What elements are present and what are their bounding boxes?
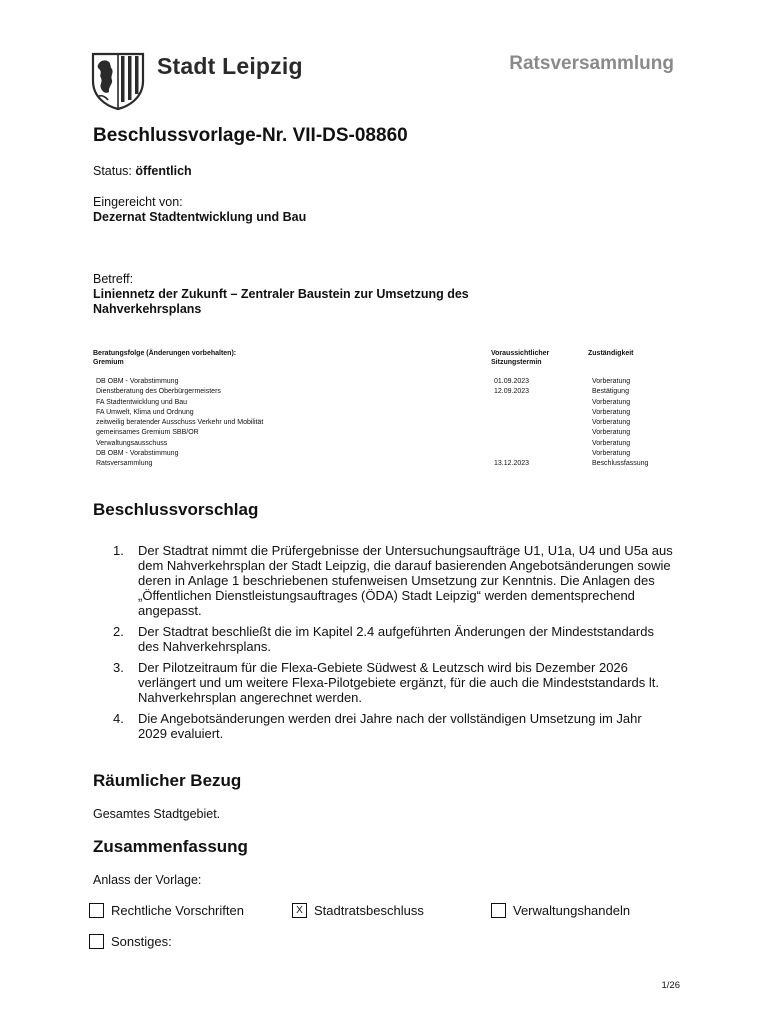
checkbox-label: Rechtliche Vorschriften: [111, 903, 244, 918]
table-row: [96, 418, 676, 428]
document-series: Ratsversammlung: [509, 53, 674, 74]
table-row: [96, 439, 676, 449]
subject-label: Betreff:: [93, 272, 134, 286]
list-item: [113, 660, 673, 705]
checkbox-box[interactable]: [491, 903, 506, 918]
checkbox-council-resolution[interactable]: [292, 903, 424, 918]
table-cell-body: zeitweilig beratender Ausschuss Verkehr und Mobilität: [96, 419, 264, 427]
proposal-list: [113, 543, 673, 747]
reason-label: Anlass der Vorlage:: [93, 873, 202, 887]
consultation-header-body-line2: Gremium: [93, 359, 124, 366]
table-row: [96, 459, 676, 469]
consultation-header-date: [491, 349, 571, 367]
checkbox-label: Stadtratsbeschluss: [314, 903, 424, 918]
table-cell-competence: Bestätigung: [592, 388, 629, 396]
table-row: [96, 398, 676, 408]
table-cell-body: FA Umwelt, Klima und Ordnung: [96, 408, 194, 416]
subject-value: Liniennetz der Zukunft – Zentraler Baustein zur Umsetzung des Nahverkehrsplans: [93, 287, 469, 316]
table-cell-competence: Vorberatung: [592, 378, 631, 385]
table-row: [96, 449, 676, 459]
list-item-text: Der Stadtrat nimmt die Prüfergebnisse der Untersuchungsaufträge U1, U1a, U4 und U5a aus dem Nahverkehrsplan der Stadt Leipzig, die darauf basierenden Angebotsänderungen sowie deren in Anlage 1 beschriebenen stufenweisen Umsetzung zur Kenntnis. Die Anlagen des „Öffentlichen Dienstleistungsauftrages (ÖDA) Stadt Leipzig“ werden dementsprechend angepasst.: [138, 543, 673, 618]
list-item: [113, 624, 673, 654]
checkbox-box[interactable]: X: [292, 903, 307, 918]
checkbox-administrative-action[interactable]: [491, 903, 630, 918]
list-item-number: 4.: [113, 711, 124, 726]
table-cell-competence: Vorberatung: [592, 439, 631, 447]
checkbox-box[interactable]: [89, 903, 104, 918]
consultation-table: [96, 377, 676, 470]
consultation-header-body-line1: Beratungsfolge (Änderungen vorbehalten):: [93, 350, 237, 357]
status-label: Status:: [93, 164, 132, 178]
table-cell-date: 12.09.2023: [494, 388, 530, 396]
table-cell-competence: Vorberatung: [592, 398, 631, 406]
table-cell-body: FA Stadtentwicklung und Bau: [96, 398, 188, 406]
table-cell-competence: Vorberatung: [592, 429, 631, 437]
submitted-by-label: Eingereicht von:: [93, 195, 183, 209]
checkbox-legal-requirements[interactable]: [89, 903, 244, 918]
table-cell-date: 13.12.2023: [494, 460, 530, 468]
list-item: [113, 711, 673, 741]
checkbox-other[interactable]: [89, 934, 172, 949]
list-item-number: 1.: [113, 543, 124, 558]
table-row: [96, 408, 676, 418]
list-item-text: Die Angebotsänderungen werden drei Jahre nach der vollständigen Umsetzung im Jahr 2029 evaluiert.: [138, 711, 642, 741]
table-cell-competence: Vorberatung: [592, 408, 631, 416]
table-cell-competence: Beschlussfassung: [592, 460, 649, 468]
status-line: [93, 164, 192, 178]
list-item: [113, 543, 673, 618]
leipzig-coat-of-arms-logo: [90, 51, 146, 111]
consultation-header-date-line1: Voraussichtlicher: [491, 350, 550, 357]
document-title: Beschlussvorlage-Nr. VII-DS-08860: [93, 125, 408, 146]
table-row: [96, 377, 676, 387]
checkbox-label: Verwaltungshandeln: [513, 903, 631, 918]
table-cell-body: Dienstberatung des Oberbürgermeisters: [96, 388, 221, 396]
table-cell-body: DB OBM - Vorabstimmung: [96, 378, 179, 385]
submitted-by-value: Dezernat Stadtentwicklung und Bau: [93, 210, 307, 224]
spatial-heading: Räumlicher Bezug: [93, 771, 242, 790]
proposal-heading: Beschlussvorschlag: [93, 500, 259, 519]
table-cell-body: Verwaltungsausschuss: [96, 439, 168, 447]
table-cell-body: gemeinsames Gremium SBB/OR: [96, 429, 199, 437]
table-row: [96, 428, 676, 438]
status-value: öffentlich: [135, 164, 192, 178]
checkbox-box[interactable]: [89, 934, 104, 949]
list-item-number: 3.: [113, 660, 124, 675]
consultation-header-date-line2: Sitzungstermin: [491, 359, 542, 366]
summary-heading: Zusammenfassung: [93, 837, 248, 856]
checkbox-label: Sonstiges:: [111, 934, 172, 949]
table-cell-competence: Vorberatung: [592, 450, 631, 458]
list-item-text: Der Stadtrat beschließt die im Kapitel 2.4 aufgeführten Änderungen der Mindeststandards des Nahverkehrsplans.: [138, 624, 654, 654]
table-cell-body: DB OBM - Vorabstimmung: [96, 450, 179, 458]
page-number: 1/26: [661, 980, 680, 991]
list-item-text: Der Pilotzeitraum für die Flexa-Gebiete Südwest & Leutzsch wird bis Dezember 2026 verlängert und um weitere Flexa-Pilotgebiete ergänzt, für die auch die Mindeststandards lt. Nahverkehrsplan angerechnet werden.: [138, 660, 660, 705]
city-name: Stadt Leipzig: [157, 53, 303, 79]
table-row: [96, 387, 676, 397]
spatial-text: Gesamtes Stadtgebiet.: [93, 807, 221, 821]
table-cell-competence: Vorberatung: [592, 419, 631, 427]
table-cell-body: Ratsversammlung: [96, 460, 153, 468]
list-item-number: 2.: [113, 624, 124, 639]
consultation-header-competence: Zuständigkeit: [588, 350, 634, 357]
consultation-header-body: [93, 349, 393, 367]
table-cell-date: 01.09.2023: [494, 378, 530, 385]
